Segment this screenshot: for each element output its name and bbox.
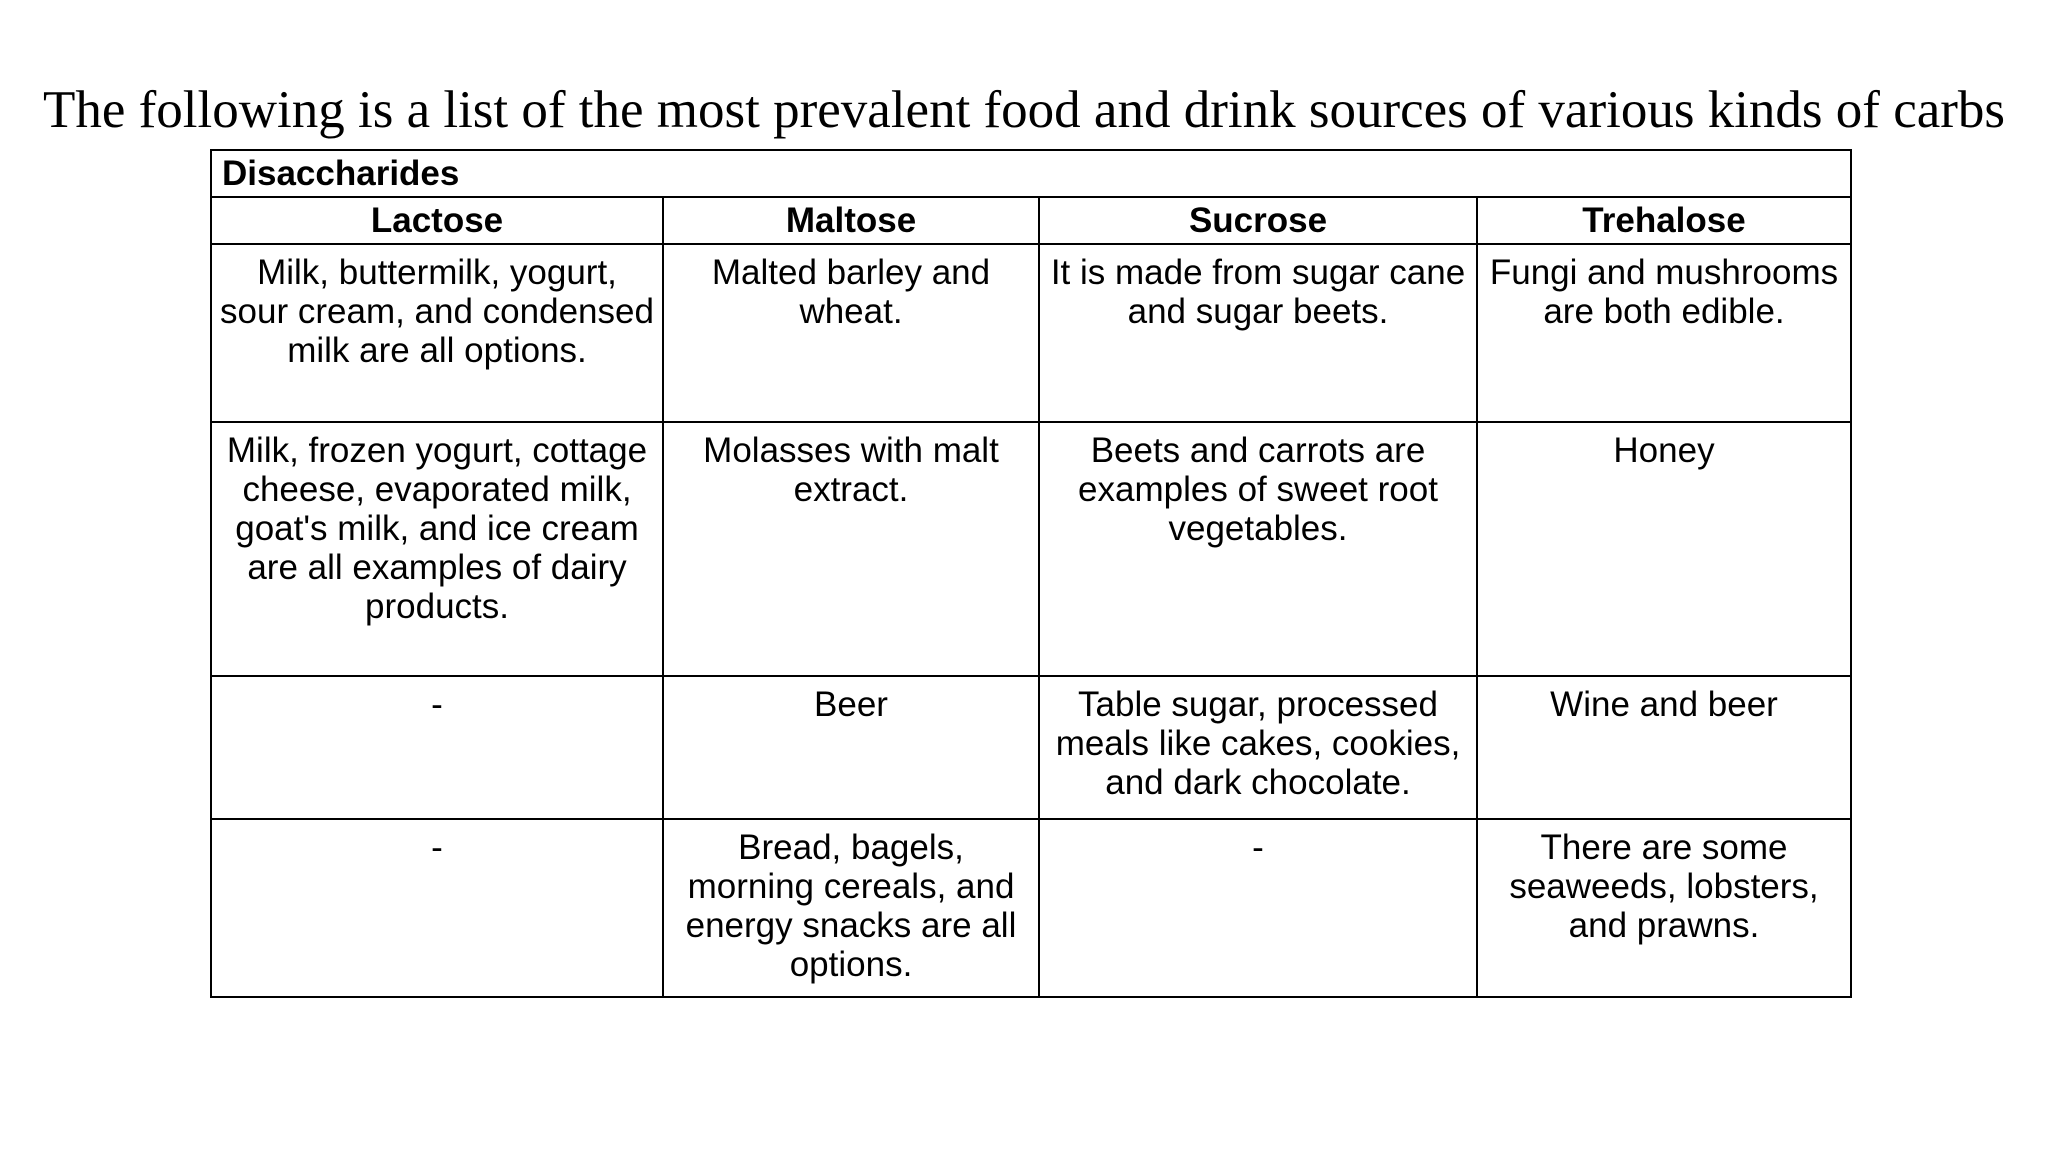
table-cell: There are some seaweeds, lobsters, and prawns. [1477,819,1851,997]
table-row [211,422,1851,676]
table-row [211,244,1851,422]
table-header-row [211,197,1851,244]
table-group-row [211,150,1851,197]
table-cell: - [211,676,663,819]
column-header-lactose: Lactose [211,197,663,244]
table-cell: Fungi and mushrooms are both edible. [1477,244,1851,422]
column-header-maltose: Maltose [663,197,1039,244]
table-cell: It is made from sugar cane and sugar beets. [1039,244,1477,422]
table-cell: Wine and beer [1477,676,1851,819]
column-header-trehalose: Trehalose [1477,197,1851,244]
table-cell: Milk, buttermilk, yogurt, sour cream, and condensed milk are all options. [211,244,663,422]
carb-sources-table [210,149,1852,998]
column-header-sucrose: Sucrose [1039,197,1477,244]
table-row [211,676,1851,819]
table-cell: Malted barley and wheat. [663,244,1039,422]
table-cell: Table sugar, processed meals like cakes, cookies, and dark chocolate. [1039,676,1477,819]
table-cell: Milk, frozen yogurt, cottage cheese, evaporated milk, goat's milk, and ice cream are all examples of dairy products. [211,422,663,676]
table-cell: Beets and carrots are examples of sweet root vegetables. [1039,422,1477,676]
table-cell: Beer [663,676,1039,819]
table-cell: Bread, bagels, morning cereals, and energy snacks are all options. [663,819,1039,997]
table-cell: Molasses with malt extract. [663,422,1039,676]
table-row [211,819,1851,997]
table-cell: - [1039,819,1477,997]
group-header-disaccharides: Disaccharides [211,150,1851,197]
table-cell: Honey [1477,422,1851,676]
table-cell: - [211,819,663,997]
page-title: The following is a list of the most prevalent food and drink sources of various kinds of carbs [42,81,2006,139]
